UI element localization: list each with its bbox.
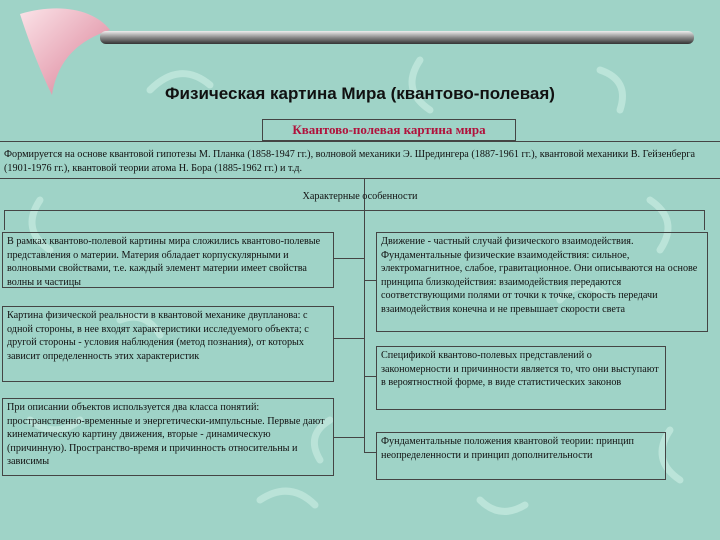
connector-line [334, 258, 364, 259]
divider-line [0, 178, 720, 179]
connector-line [364, 440, 365, 452]
boomerang-logo [20, 8, 110, 95]
divider-line [0, 141, 720, 142]
connector-line [364, 376, 376, 377]
intro-text: Формируется на основе квантовой гипотезы М. Планка (1858-1947 гг.), волновой механики Э. Шредингера (1887-1961 гг.), квантовой механики В. Гейзенберга (1901-1976 гг.), квантовой теории атома Н. Бора (1885-1962 гг.) и т.д. [4, 149, 696, 174]
connector-line [364, 280, 376, 281]
connector-line [704, 210, 705, 230]
connector-line [334, 338, 364, 339]
left-box-concepts: При описании объектов используется два класса понятий: пространственно-временные и энергетически-импульсные. Первые дают кинематическую картину движения, вторые - динамическую (причинную). Пространство-время и причинность относительны и зависимы [2, 398, 334, 476]
left-box-reality: Картина физической реальности в квантовой механике двупланова: с одной стороны, в нее входят характеристики исследуемого объекта; с другой стороны - условия наблюдения (метод познания), от которых зависит определенность этих характеристик [2, 306, 334, 382]
connector-line [334, 437, 364, 438]
connector-line [364, 210, 365, 440]
connector-line [4, 210, 5, 230]
right-box-interaction: Движение - частный случай физического взаимодействия. Фундаментальные физические взаимодействия: сильное, электромагнитное, слабое, гравитационное. Они описываются на основе принципа близкодействия: взаимодействия передаются соответствующими полями от точки к точке, скорость передачи взаимодействия конечна и не превышает скорости света [376, 232, 708, 332]
header-box: Квантово-полевая картина мира [262, 119, 516, 141]
top-bar [100, 31, 694, 44]
right-box-principles: Фундаментальные положения квантовой теории: принцип неопределенности и принцип дополнительности [376, 432, 666, 480]
right-box-causality: Спецификой квантово-полевых представлений о закономерности и причинности является то, что они выступают в вероятностной форме, в виде статистических законов [376, 346, 666, 410]
left-box-matter: В рамках квантово-полевой картины мира сложились квантово-полевые представления о материи. Материя обладает корпускулярными и волновыми свойствами, т.е. каждый элемент материи имеет свойства волны и частицы [2, 232, 334, 288]
connector-line [4, 210, 704, 211]
features-label: Характерные особенности [302, 191, 418, 202]
slide-title: Физическая картина Мира (квантово-полевая) [165, 84, 555, 103]
connector-line [364, 452, 376, 453]
